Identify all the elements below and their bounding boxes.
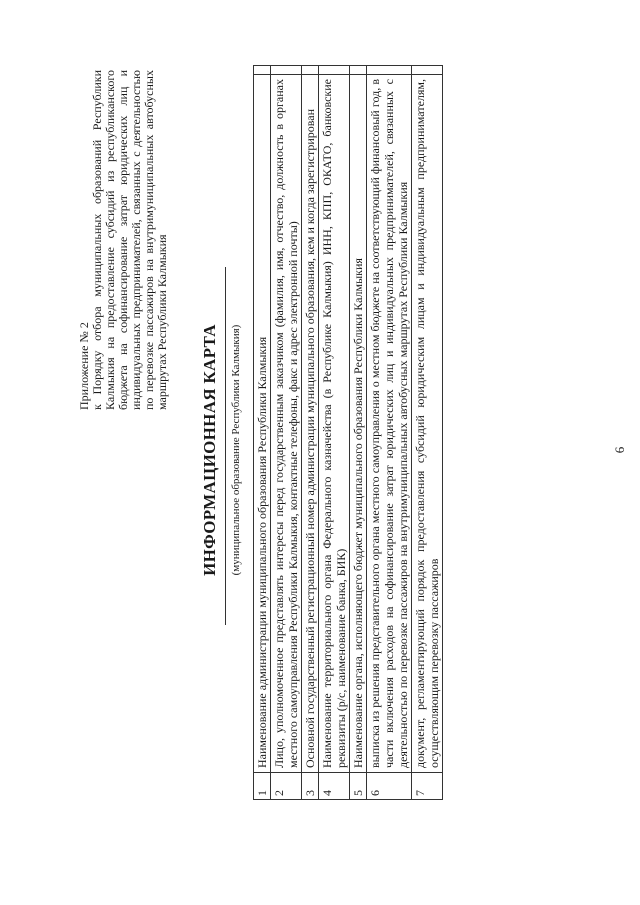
row-value-cell[interactable] (254, 66, 271, 75)
row-value-cell[interactable] (367, 66, 412, 75)
row-number: 1 (254, 773, 271, 800)
row-value-cell[interactable] (319, 66, 350, 75)
row-number: 5 (350, 773, 367, 800)
row-value-cell[interactable] (350, 66, 367, 75)
rotated-landscape-content (0, 50, 640, 850)
table-row (271, 66, 302, 800)
document-title: ИНФОРМАЦИОННАЯ КАРТА (200, 324, 219, 576)
document-subtitle: (муниципальное образование Республики Калмыкия) (230, 324, 242, 576)
row-label: документ, регламентирующий порядок предоставления субсидий юридическим лицам и индивидуальным предпринимателям, осуществляющим перевозку пассажиров (412, 75, 443, 773)
table-row (412, 66, 443, 800)
row-label: выписка из решения представительного органа местного самоуправления о местном бюджете на соответствующий финансовый год, в части включения расходов на софинансирование затрат юридических лиц и индивидуальных предпринимателей, связанных с деятельностью по перевозке пассажиров на внутримуниципальных автобусных маршрутах Республики Калмыкия (367, 75, 412, 773)
row-value-cell[interactable] (271, 66, 302, 75)
table-row (367, 66, 412, 800)
table-row (302, 66, 319, 800)
row-label: Лицо, уполномоченное представлять интересы перед государственным заказчиком (фамилия, имя, отчество, должность в органах местного самоуправления Республики Калмыкия, контактные телефоны, факс и адрес электронной почты) (271, 75, 302, 773)
appendix-note (78, 70, 169, 410)
row-label: Наименование администрации муниципального образования Республики Калмыкия (254, 75, 271, 773)
table-row (319, 66, 350, 800)
table-row (350, 66, 367, 800)
row-number: 4 (319, 773, 350, 800)
page-number: 6 (612, 446, 627, 454)
row-number: 2 (271, 773, 302, 800)
fill-in-line (225, 267, 226, 625)
row-value-cell[interactable] (412, 66, 443, 75)
row-label: Наименование органа, исполняющего бюджет муниципального образования Республики Калмыкия (350, 75, 367, 773)
row-value-cell[interactable] (302, 66, 319, 75)
appendix-text: к Порядку отбора муниципальных образований Республики Калмыкия на предоставление субсидий из республиканского бюджета на софинансирование затрат юридических лиц и индивидуальных предпринимателей, связанных с деятельностью по перевозке пассажиров на внутримуниципальных автобусных маршрутах Республики Калмыкия (90, 70, 169, 410)
row-number: 3 (302, 773, 319, 800)
row-label: Основной государственный регистрационный номер администрации муниципального образования, кем и когда зарегистрирован (302, 75, 319, 773)
info-table (253, 65, 443, 800)
row-number: 6 (367, 773, 412, 800)
row-label: Наименование территориального органа Федерального казначейства (в Республике Калмыкия) ИНН, КПП, ОКАТО, банковские реквизиты (р/с, наименование банка, БИК) (319, 75, 350, 773)
table-row (254, 66, 271, 800)
row-number: 7 (412, 773, 443, 800)
appendix-title: Приложение № 2 (77, 322, 91, 410)
